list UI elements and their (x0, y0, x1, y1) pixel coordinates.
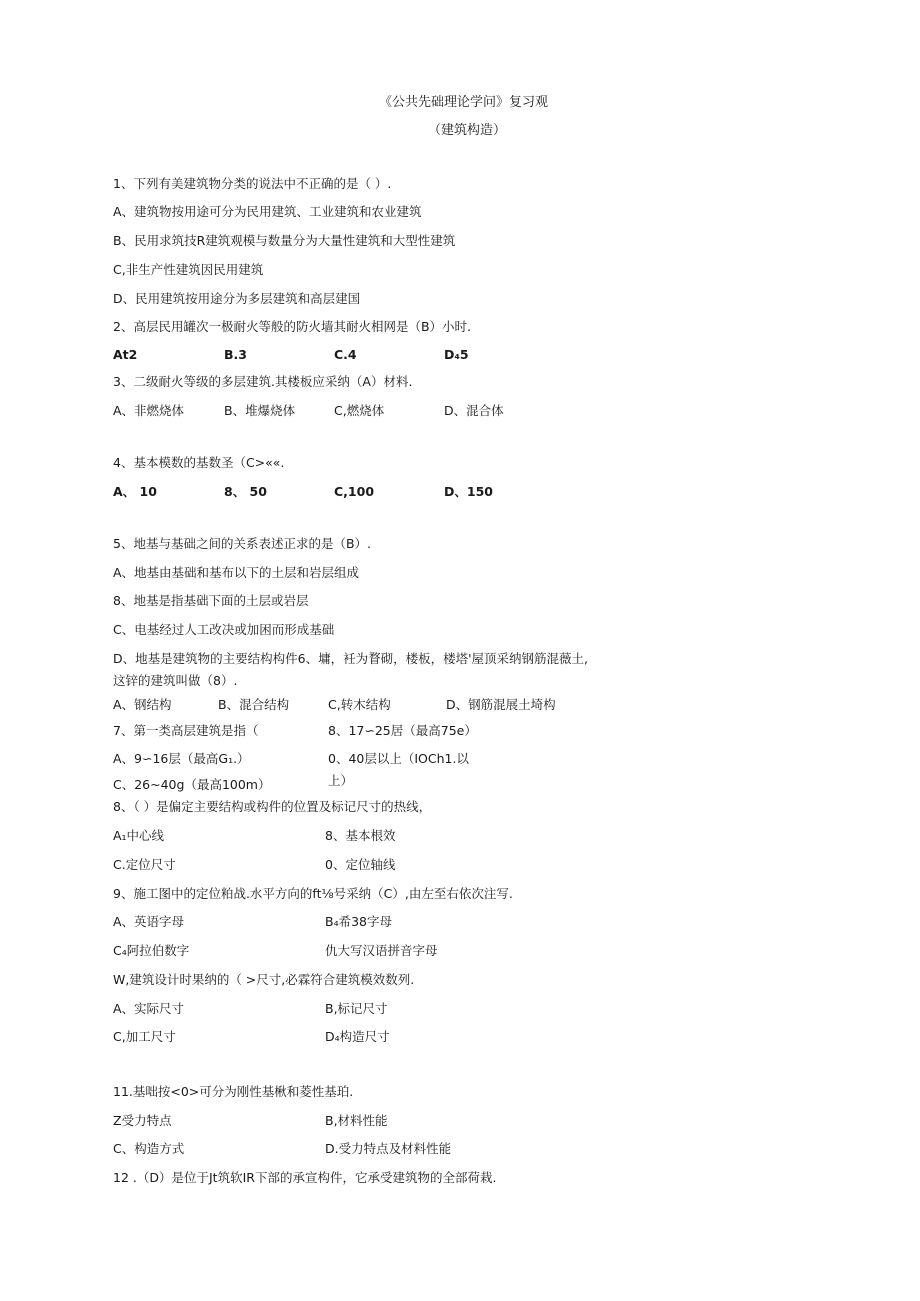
question-8-option-b: 8、基本根效 (325, 828, 396, 843)
question-5-option-b: 8、地基是指基础下面的土层或岩层 (113, 593, 309, 608)
question-4-option-b: 8、 50 (224, 484, 267, 499)
question-11-option-c: C、构造方式 (113, 1141, 185, 1156)
question-9-option-b: B₄希38字母 (325, 914, 392, 929)
question-8-stem: 8、（ ）是偏定主要结构或构件的位置及标记尺寸的热线， (113, 799, 432, 814)
question-12-stem: 12 .（D）是位于Jt筑软IR下部的承宣构件，它承受建筑物的全部荷栽. (113, 1170, 497, 1185)
question-11-option-d: D.受力特点及材料性能 (325, 1141, 452, 1156)
document-title: 《公共先础理论学问》复习观 (379, 95, 549, 110)
question-10-option-d: D₄构造尺寸 (325, 1029, 390, 1044)
question-1-stem: 1、下列有美建筑物分类的说法中不正确的是（ ）. (113, 176, 392, 191)
question-5-stem: 5、地基与基础之间的关系表述正求的是（B）. (113, 536, 372, 551)
question-5-option-c: C、电基经过人工改决或加困而形成基础 (113, 622, 335, 637)
document-subtitle: （建筑构造） (428, 123, 507, 138)
question-1-option-b: B、民用求筑技R建筑观模与数量分为大量性建筑和大型性建筑 (113, 233, 456, 248)
question-1-option-c: C,非生产性建筑因民用建筑 (113, 262, 264, 277)
question-11-option-a: Z受力特点 (113, 1113, 172, 1128)
question-4-option-a: A、 10 (113, 484, 157, 499)
question-7-stem: 7、第一类高层建筑是指（ (113, 723, 259, 738)
question-4-option-c: C,100 (334, 484, 375, 499)
question-8-option-c: C.定位尺寸 (113, 857, 176, 872)
question-7-option-c: C、26~40g（最高100m） (113, 777, 271, 792)
question-6-option-a: A、钢结构 (113, 697, 172, 712)
question-1-option-a: A、建筑物按用途可分为民用建筑、工业建筑和农业建筑 (113, 204, 422, 219)
question-2-option-b: B.3 (224, 347, 247, 362)
question-2-stem: 2、高层民用罐次一极耐火等般的防火墙其耐火相网是（B）小时. (113, 319, 472, 334)
question-5-option-d: D、地基是建筑物的主要结构构件6、墉，衽为瞀砌，楼板，楼塔'屋顶采纳钢筋混薇土, (113, 651, 588, 666)
question-3-option-c: C,燃烧体 (334, 403, 385, 418)
question-8-option-d: 0、定位轴线 (325, 857, 396, 872)
question-10-option-a: A、实际尺寸 (113, 1001, 185, 1016)
question-9-option-d: 仇大写汉语拼音字母 (325, 943, 438, 958)
question-3-option-b: B、堆爆烧体 (224, 403, 296, 418)
question-9-option-a: A、英语字母 (113, 914, 185, 929)
question-6-option-c: C,转木结构 (328, 697, 391, 712)
question-5-option-a: A、地基由基础和基布以下的土层和岩层组成 (113, 565, 360, 580)
question-2-option-c: C.4 (334, 347, 357, 362)
question-11-option-b: B,材料性能 (325, 1113, 388, 1128)
question-7-option-d-continued: 上） (328, 773, 354, 788)
question-4-option-d: D、150 (444, 484, 493, 499)
question-10-option-c: C,加工尺寸 (113, 1029, 176, 1044)
question-10-option-b: B,标记尺寸 (325, 1001, 388, 1016)
question-3-option-a: A、非燃烧体 (113, 403, 185, 418)
question-6-option-d: D、钢筋混展土埼构 (446, 697, 556, 712)
question-9-stem: 9、施工图中的定位粕战.水平方向的ft⅛号采纳（C）,由左至右依次注写. (113, 886, 513, 901)
question-11-stem: 11.基咄按<0>可分为刚性基楸和菱性基珀. (113, 1084, 354, 1099)
question-2-option-d: D₄5 (444, 347, 469, 362)
question-4-stem: 4、基本模数的基数圣（C>««. (113, 455, 285, 470)
question-8-option-a: A₁中心线 (113, 828, 165, 843)
question-3-option-d: D、混合体 (444, 403, 504, 418)
question-3-stem: 3、二级耐火等级的多层建筑.其楼板应采纳（A）材料. (113, 374, 413, 389)
question-6-stem: 这锌的建筑叫做（8）. (113, 673, 238, 688)
question-7-option-b: 8、17∽25居（最高75e） (328, 723, 477, 738)
question-7-option-a: A、9∽16层（最高G₁.） (113, 751, 250, 766)
question-6-option-b: B、混合结构 (218, 697, 290, 712)
question-1-option-d: D、民用建筑按用途分为多层建筑和高层建国 (113, 291, 361, 306)
question-7-option-d: 0、40层以上（IOCh1.以 (328, 751, 469, 766)
question-2-option-a: At2 (113, 347, 138, 362)
question-10-stem: W,建筑设计时果纳的（ >尺寸,必霖符合建筑模效数列. (113, 972, 415, 987)
question-9-option-c: C₄阿拉伯数字 (113, 943, 190, 958)
